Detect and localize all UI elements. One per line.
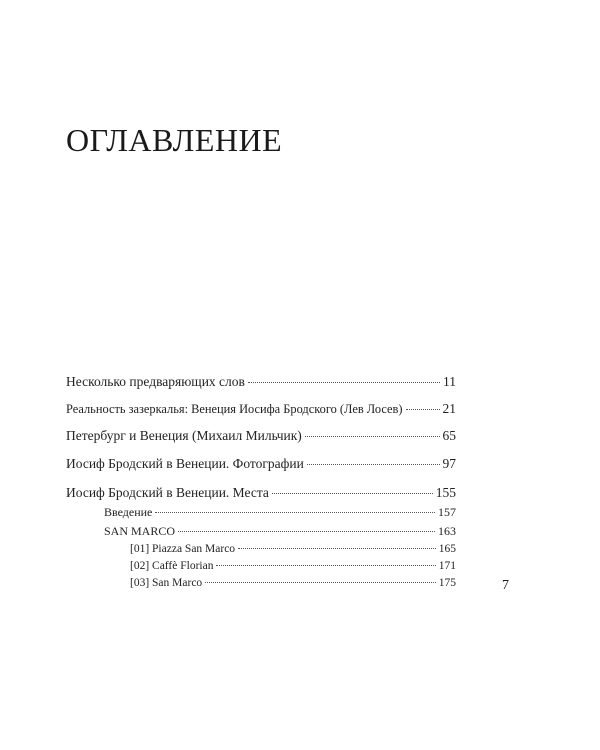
- toc-entry-page: 65: [442, 428, 456, 443]
- page-number: 7: [502, 578, 509, 593]
- toc-entry-title: Введение: [104, 505, 153, 519]
- toc-entry-title: Реальность зазеркалья: Венеция Иосифа Бродского (Лев Лосев): [66, 402, 403, 416]
- toc-entry: [66, 428, 456, 444]
- toc-entry-title: [02] Caffè Florian: [130, 560, 214, 572]
- toc-entry-page: 157: [438, 505, 456, 519]
- toc-entry: [66, 374, 456, 390]
- leader-dots: [205, 582, 436, 583]
- toc-entry-page: 171: [438, 560, 456, 572]
- toc-entry-page: 97: [442, 456, 456, 471]
- leader-dots: [178, 531, 435, 532]
- toc-entry-page: 163: [438, 524, 456, 538]
- toc-subsubentry: [130, 577, 456, 589]
- toc-entry-title: Иосиф Бродский в Венеции. Фотографии: [66, 456, 304, 471]
- toc-entry: [66, 401, 456, 417]
- toc-entry-page: 165: [438, 543, 456, 555]
- toc-subsubentry: [130, 543, 456, 555]
- leader-dots: [248, 382, 440, 383]
- leader-dots: [307, 464, 440, 465]
- toc-entry-title: Иосиф Бродский в Венеции. Места: [66, 485, 269, 500]
- toc-entry-title: SAN MARCO: [104, 524, 176, 538]
- toc-subentry: [104, 524, 456, 539]
- toc-entry-page: 155: [435, 485, 456, 500]
- toc-entry-title: Несколько предваряющих слов: [66, 374, 245, 389]
- toc-subsubentry: [130, 560, 456, 572]
- leader-dots: [406, 409, 440, 410]
- leader-dots: [272, 493, 433, 494]
- toc-entry: [66, 456, 456, 472]
- toc-entry-title: [03] San Marco: [130, 577, 203, 589]
- toc-entry-page: 21: [442, 401, 456, 416]
- toc-entry-title: [01] Piazza San Marco: [130, 543, 236, 555]
- page-title: ОГЛАВЛЕНИЕ: [66, 122, 283, 158]
- leader-dots: [238, 548, 436, 549]
- leader-dots: [155, 512, 435, 513]
- toc-entry-page: 11: [443, 374, 456, 389]
- toc-entry: [66, 485, 456, 501]
- leader-dots: [216, 565, 435, 566]
- toc-subentry: [104, 505, 456, 520]
- toc-entry-page: 175: [438, 577, 456, 589]
- leader-dots: [305, 436, 440, 437]
- toc-entry-title: Петербург и Венеция (Михаил Мильчик): [66, 428, 302, 443]
